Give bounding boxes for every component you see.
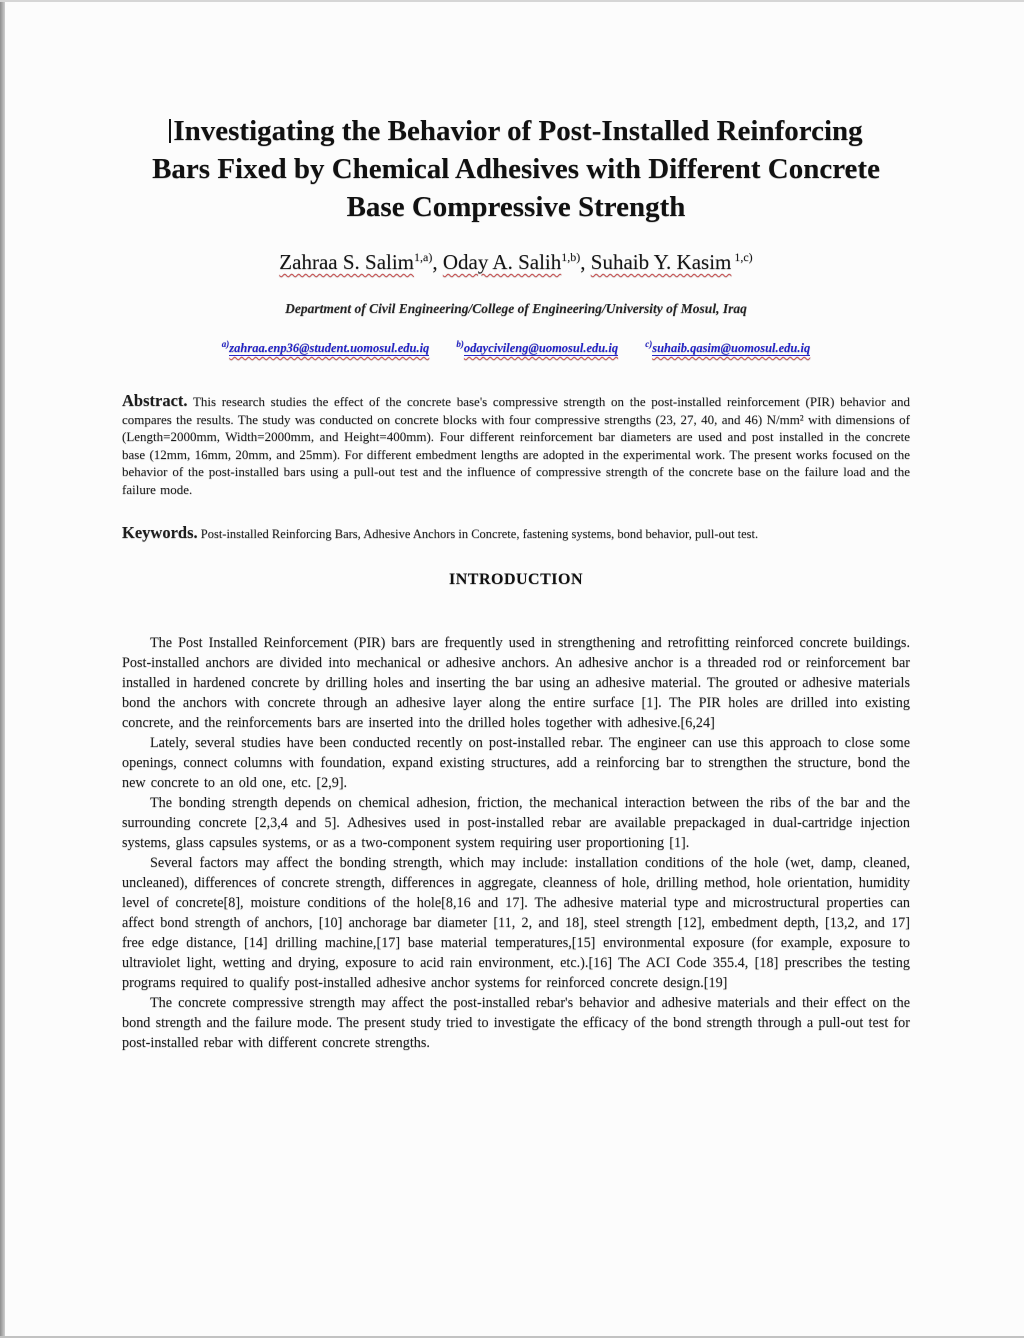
- author-2-superscript: 1,b): [561, 250, 581, 264]
- email-2-marker: b): [456, 339, 464, 349]
- paper-title-line-3: Base Compressive Strength: [346, 191, 686, 223]
- intro-paragraph-1: The Post Installed Reinforcement (PIR) bars are frequently used in strengthening and retrofitting reinforced concrete buildings. Post-installed anchors are divided into mechanical or adhesive anchors. An adhesive anchor is a threaded rod or reinforcement bar installed in hardened concrete by drilling holes and inserting the bar using an adhesive material. The grouted or adhesive materials bond the anchors with concrete through an adhesive layer along the entire surface [1]. The PIR holes are drilled into existing concrete, and the reinforcements bars are inserted into the drilled holes together with adhesive.[6,24]: [122, 635, 910, 732]
- email-link-3[interactable]: suhaib.qasim@uomosul.edu.iq: [652, 341, 811, 356]
- authors-line: [122, 250, 910, 275]
- email-group-1: [222, 341, 430, 355]
- abstract-block: [122, 392, 910, 498]
- author-3-superscript: 1,c): [731, 250, 753, 264]
- intro-paragraph-4: Several factors may affect the bonding strength, which may include: installation conditions of the hole (wet, damp, cleaned, uncleaned), differences of concrete strength, differences in aggregate, cleanness of hole, drilling method, hole orientation, humidity level of concrete[8], moisture conditions of the hole[8,16 and 17]. The adhesive material type and microstructural properties can affect bond strength of anchors, [10] anchorage bar diameter [11, 2, and 18], steel strength [12], embedment depth, [13,2, and 17] free edge distance, [14] drilling machine,[17] base material temperatures,[15] environmental exposure (for example, exposure to ultraviolet light, wetting and drying, exposure to acid rain environment, etc.).[16] The ACI Code 355.4, [18] prescribes the testing programs required to qualify post-installed adhesive anchor systems for reinforced concrete design.[19]: [122, 855, 910, 992]
- author-1-name: Zahraa S. Salim: [279, 250, 415, 274]
- author-2-name: Oday A. Salih: [442, 250, 562, 274]
- intro-paragraph-2: Lately, several studies have been conducted recently on post-installed rebar. The engineer can use this approach to close some openings, connect columns with foundation, expand existing structures, add a reinforcing bar to strengthen the structure, bond the new concrete to an old one, etc. [2,9].: [122, 735, 910, 792]
- keywords-text: Post-installed Reinforcing Bars, Adhesive Anchors in Concrete, fastening systems, bond behavior, pull-out test.: [197, 527, 759, 542]
- introduction-body: [122, 633, 910, 1053]
- paper-title-text-1: Investigating the Behavior of Post-Installed Reinforcing: [173, 115, 863, 147]
- abstract-text: This research studies the effect of the concrete base's compressive strength on the post-installed reinforcement (PIR) behavior and compares the results. The study was conducted on concrete blocks with four compressive strengths (23, 27, 40, and 46) N/mm² with dimensions of (Length=2000mm, Width=2000mm, and Height=400mm). Four different reinforcement bar diameters are used and post installed in the concrete base (12mm, 16mm, 20mm, and 25mm). For different embedment lengths are adopted in the experimental work. The present works focused on the behavior of the post-installed bars using a pull-out test and the influence of compressive strength of the concrete base on the failure load and the failure mode.: [122, 394, 910, 497]
- author-separator: ,: [580, 250, 591, 274]
- page-content: [122, 0, 910, 1053]
- affiliation: Department of Civil Engineering/College of Engineering/University of Mosul, Iraq: [285, 301, 747, 316]
- keywords-label: Keywords.: [122, 523, 198, 543]
- abstract-label: Abstract.: [122, 391, 188, 411]
- email-1-marker: a): [221, 339, 230, 349]
- author-separator: ,: [432, 250, 443, 274]
- section-heading-introduction: INTRODUCTION: [448, 571, 583, 589]
- page-left-edge: [0, 0, 5, 1338]
- intro-paragraph-5: The concrete compressive strength may affect the post-installed rebar's behavior and adhesive materials and their effect on the bond strength and the failure mode. The present study tried to investigate the efficacy of the bond strength through a pull-out test for post-installed rebar with different concrete strengths.: [122, 995, 910, 1052]
- author-3-name: Suhaib Y. Kasim: [590, 250, 732, 274]
- emails-line: [122, 339, 910, 356]
- author-1-superscript: 1,a): [414, 250, 433, 264]
- paper-title: [122, 112, 910, 226]
- author-3: [591, 250, 753, 274]
- paper-title-line-2: Bars Fixed by Chemical Adhesives with Different Concrete: [152, 153, 880, 185]
- paper-title-line-1: [122, 112, 910, 150]
- text-cursor-caret: [169, 119, 171, 143]
- email-3-marker: c): [645, 339, 653, 349]
- email-group-2: [456, 341, 618, 355]
- email-link-1[interactable]: zahraa.enp36@student.uomosul.edu.iq: [229, 341, 430, 356]
- email-group-3: [645, 341, 810, 355]
- keywords-block: [122, 524, 910, 543]
- author-1: [279, 250, 443, 274]
- author-2: [443, 250, 591, 274]
- email-link-2[interactable]: odaycivileng@uomosul.edu.iq: [463, 341, 619, 356]
- intro-paragraph-3: The bonding strength depends on chemical adhesion, friction, the mechanical interaction between the ribs of the bar and the surrounding concrete [2,3,4 and 5]. Adhesives used in post-installed rebar are available prepackaged in dual-cartridge injection systems, glass capsules systems, or as a two-component system requiring user proportioning [1].: [122, 795, 910, 852]
